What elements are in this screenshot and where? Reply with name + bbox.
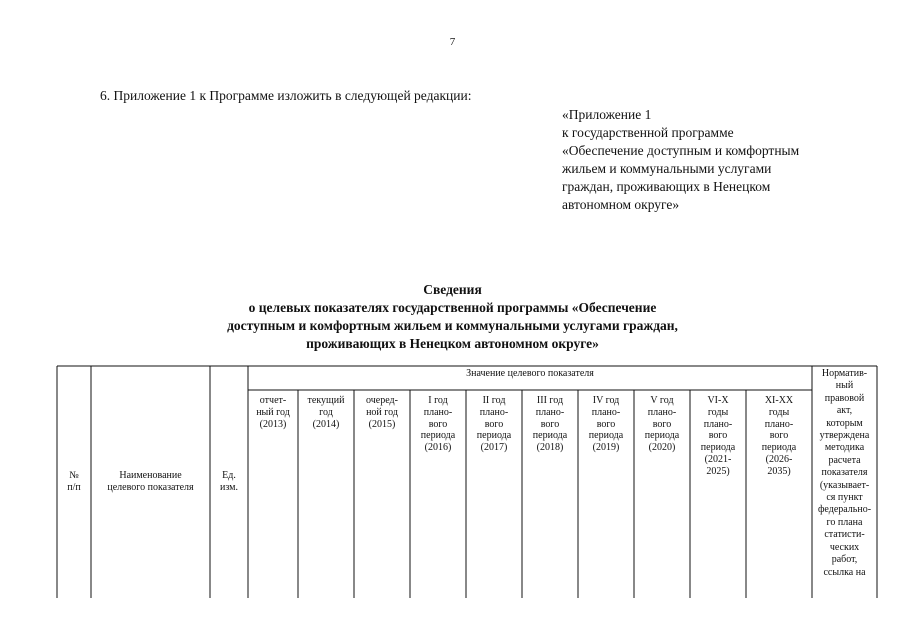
header-period-2018: III год плано- вого периода (2018) — [532, 395, 568, 454]
heading-line: Сведения — [423, 282, 482, 297]
appendix-line: граждан, проживающих в Ненецком — [562, 179, 771, 194]
header-col-no: № п/п — [67, 470, 81, 493]
appendix-block — [562, 106, 799, 214]
header-col-name: Наименование целевого показателя — [107, 470, 194, 493]
header-group-values: Значение целевого показателя — [466, 368, 594, 379]
header-period-2016: I год плано- вого периода (2016) — [420, 395, 456, 454]
header-period-2017: II год плано- вого периода (2017) — [476, 395, 512, 454]
header-period-2020: V год плано- вого периода (2020) — [644, 395, 680, 454]
page-number: 7 — [449, 36, 456, 48]
appendix-line: к государственной программе — [562, 125, 734, 140]
appendix-line: «Обеспечение доступным и комфортным — [562, 143, 800, 158]
table-heading — [0, 281, 905, 353]
header-period-2019: IV год плано- вого периода (2019) — [588, 395, 624, 454]
header-period-2013: отчет- ный год (2013) — [256, 395, 290, 430]
heading-line: доступным и комфортным жильем и коммунальными услугами граждан, — [227, 318, 678, 333]
header-col-unit: Ед. изм. — [220, 470, 238, 493]
appendix-line: жильем и коммунальными услугами — [562, 161, 772, 176]
header-period-2014: текущий год (2014) — [307, 395, 345, 430]
header-period-2015: очеред- ной год (2015) — [366, 395, 398, 430]
heading-line: проживающих в Ненецком автономном округе» — [306, 336, 599, 351]
header-normative-act: Норматив- ный правовой акт, которым утверждена методика расчета показателя (указывает- ся пункт федерально- го плана статисти- ческих работ, ссылка на — [817, 368, 872, 578]
appendix-line: «Приложение 1 — [562, 107, 652, 122]
appendix-line: автономном округе» — [562, 197, 680, 212]
item-6-text: 6. Приложение 1 к Программе изложить в следующей редакции: — [100, 88, 472, 103]
header-period-2021-2025: VI-X годы плано- вого периода (2021- 2025) — [700, 395, 736, 477]
header-period-2026-2035: XI-XX годы плано- вого периода (2026- 2035) — [761, 395, 797, 477]
heading-line: о целевых показателях государственной программы «Обеспечение — [248, 300, 657, 315]
